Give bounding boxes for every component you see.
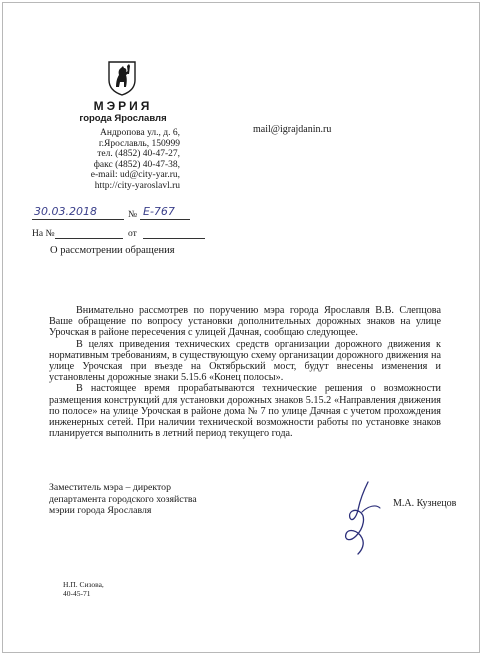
ref-date-label: от bbox=[128, 229, 137, 239]
executor-name: Н.П. Сизова, bbox=[63, 580, 104, 589]
date-underline bbox=[32, 219, 124, 220]
address-line: г.Ярославль, 150999 bbox=[98, 138, 180, 149]
handwritten-date: 30.03.2018 bbox=[34, 205, 97, 218]
body-paragraph: В настоящее время прорабатываются технические решения о возможности размещения конструкций для установки дорожных знаков 5.15.2 «Направления движения по полосе» на улице Урочская в районе дома № 7 по улице Дачная с учетом прохождения инженерных сетей. При наличии технической возможности работы по установке знаков планируется выполнить в летний период текущего года. bbox=[49, 383, 441, 440]
body-paragraph: Внимательно рассмотрев по поручению мэра города Ярославля В.В. Слепцова Ваше обращение по вопросу установки дополнительных дорожных знаков на улице Урочская в районе пересечения с улицей Дачная, сообщаю следующее. bbox=[49, 305, 441, 339]
ref-number-underline bbox=[55, 238, 123, 239]
handwritten-signature bbox=[338, 478, 390, 556]
signatory-name: М.А. Кузнецов bbox=[393, 498, 457, 509]
body-paragraph: В целях приведения технических средств организации дорожного движения к нормативным требованиям, в существующую схему организации дорожного движения на улице Урочская при въезде на Октябрьский мост, будут внесены изменения и установлены дорожные знаки 5.15.6 «Конец полосы». bbox=[49, 338, 441, 384]
executor-phone: 40-45-71 bbox=[63, 589, 91, 598]
signatory-position bbox=[49, 482, 197, 517]
org-address-block bbox=[60, 128, 180, 192]
org-subtitle: города Ярославля bbox=[79, 113, 167, 124]
ref-date-underline bbox=[143, 238, 205, 239]
phone-line: тел. (4852) 40-47-27, bbox=[97, 149, 180, 160]
handwritten-number: Е-767 bbox=[143, 205, 175, 218]
position-line: департамента городского хозяйства bbox=[49, 493, 197, 505]
org-website-line: http://city-yaroslavl.ru bbox=[94, 180, 180, 191]
address-line: Андропова ул., д. 6, bbox=[100, 128, 180, 138]
org-email-line: e-mail: ud@city-yar.ru, bbox=[90, 170, 180, 181]
position-line: Заместитель мэра – директор bbox=[49, 482, 171, 493]
fax-line: факс (4852) 40-47-38, bbox=[93, 159, 180, 170]
executor-block bbox=[63, 580, 104, 598]
number-underline bbox=[140, 219, 190, 220]
yaroslavl-bear-crest-icon bbox=[107, 60, 137, 96]
number-label: № bbox=[128, 210, 138, 220]
recipient-email: mail@igrajdanin.ru bbox=[253, 124, 332, 135]
letter-subject: О рассмотрении обращения bbox=[50, 245, 175, 256]
position-line: мэрии города Ярославля bbox=[49, 505, 152, 516]
org-title: МЭРИЯ bbox=[93, 99, 153, 113]
letter-body bbox=[49, 305, 441, 439]
ref-number-label: На № bbox=[32, 229, 55, 239]
